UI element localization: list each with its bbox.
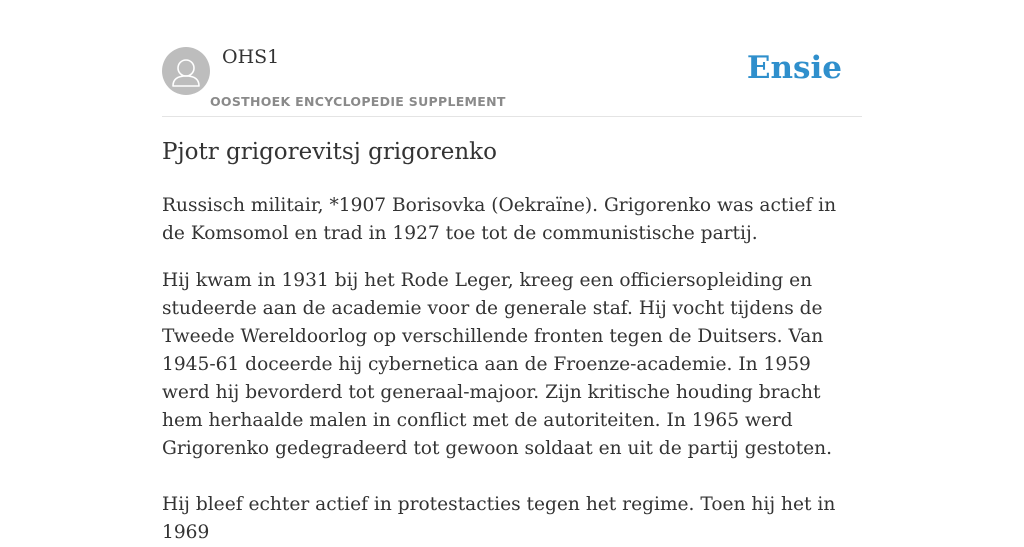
article-paragraph: Hij kwam in 1931 bij het Rode Leger, kreeg een officiersopleiding en studeerde aan de academie voor de generale staf. Hij vocht tijdens de Tweede Wereldoorlog op verschillende fronten tegen de Duitsers. Van 1945-61 doceerde hij cybernetica aan de Froenze-academie. In 1959 werd hij bevorderd tot generaal-majoor. Zijn kritische houding bracht hem herhaalde malen in conflict met de autoriteiten. In 1965 werd Grigorenko gedegradeerd tot gewoon soldaat en uit de partij gestoten.: [162, 270, 833, 459]
article-title: Pjotr grigorevitsj grigorenko: [162, 139, 497, 165]
page-container: [162, 0, 862, 543]
article-paragraph: Russisch militair, *1907 Borisovka (Oekraïne). Grigorenko was actief in de Komsomol en trad in 1927 toe tot de communistische partij.: [162, 195, 837, 244]
author-avatar[interactable]: [162, 47, 210, 95]
brand-logo[interactable]: Ensie: [746, 50, 842, 86]
article-header: [162, 0, 862, 117]
article-paragraph: Hij bleef echter actief in protestacties tegen het regime. Toen hij het in 1969: [162, 494, 836, 543]
source-label: OOSTHOEK ENCYCLOPEDIE SUPPLEMENT: [210, 94, 506, 109]
author-name[interactable]: OHS1: [222, 46, 280, 68]
user-icon: [162, 47, 210, 95]
